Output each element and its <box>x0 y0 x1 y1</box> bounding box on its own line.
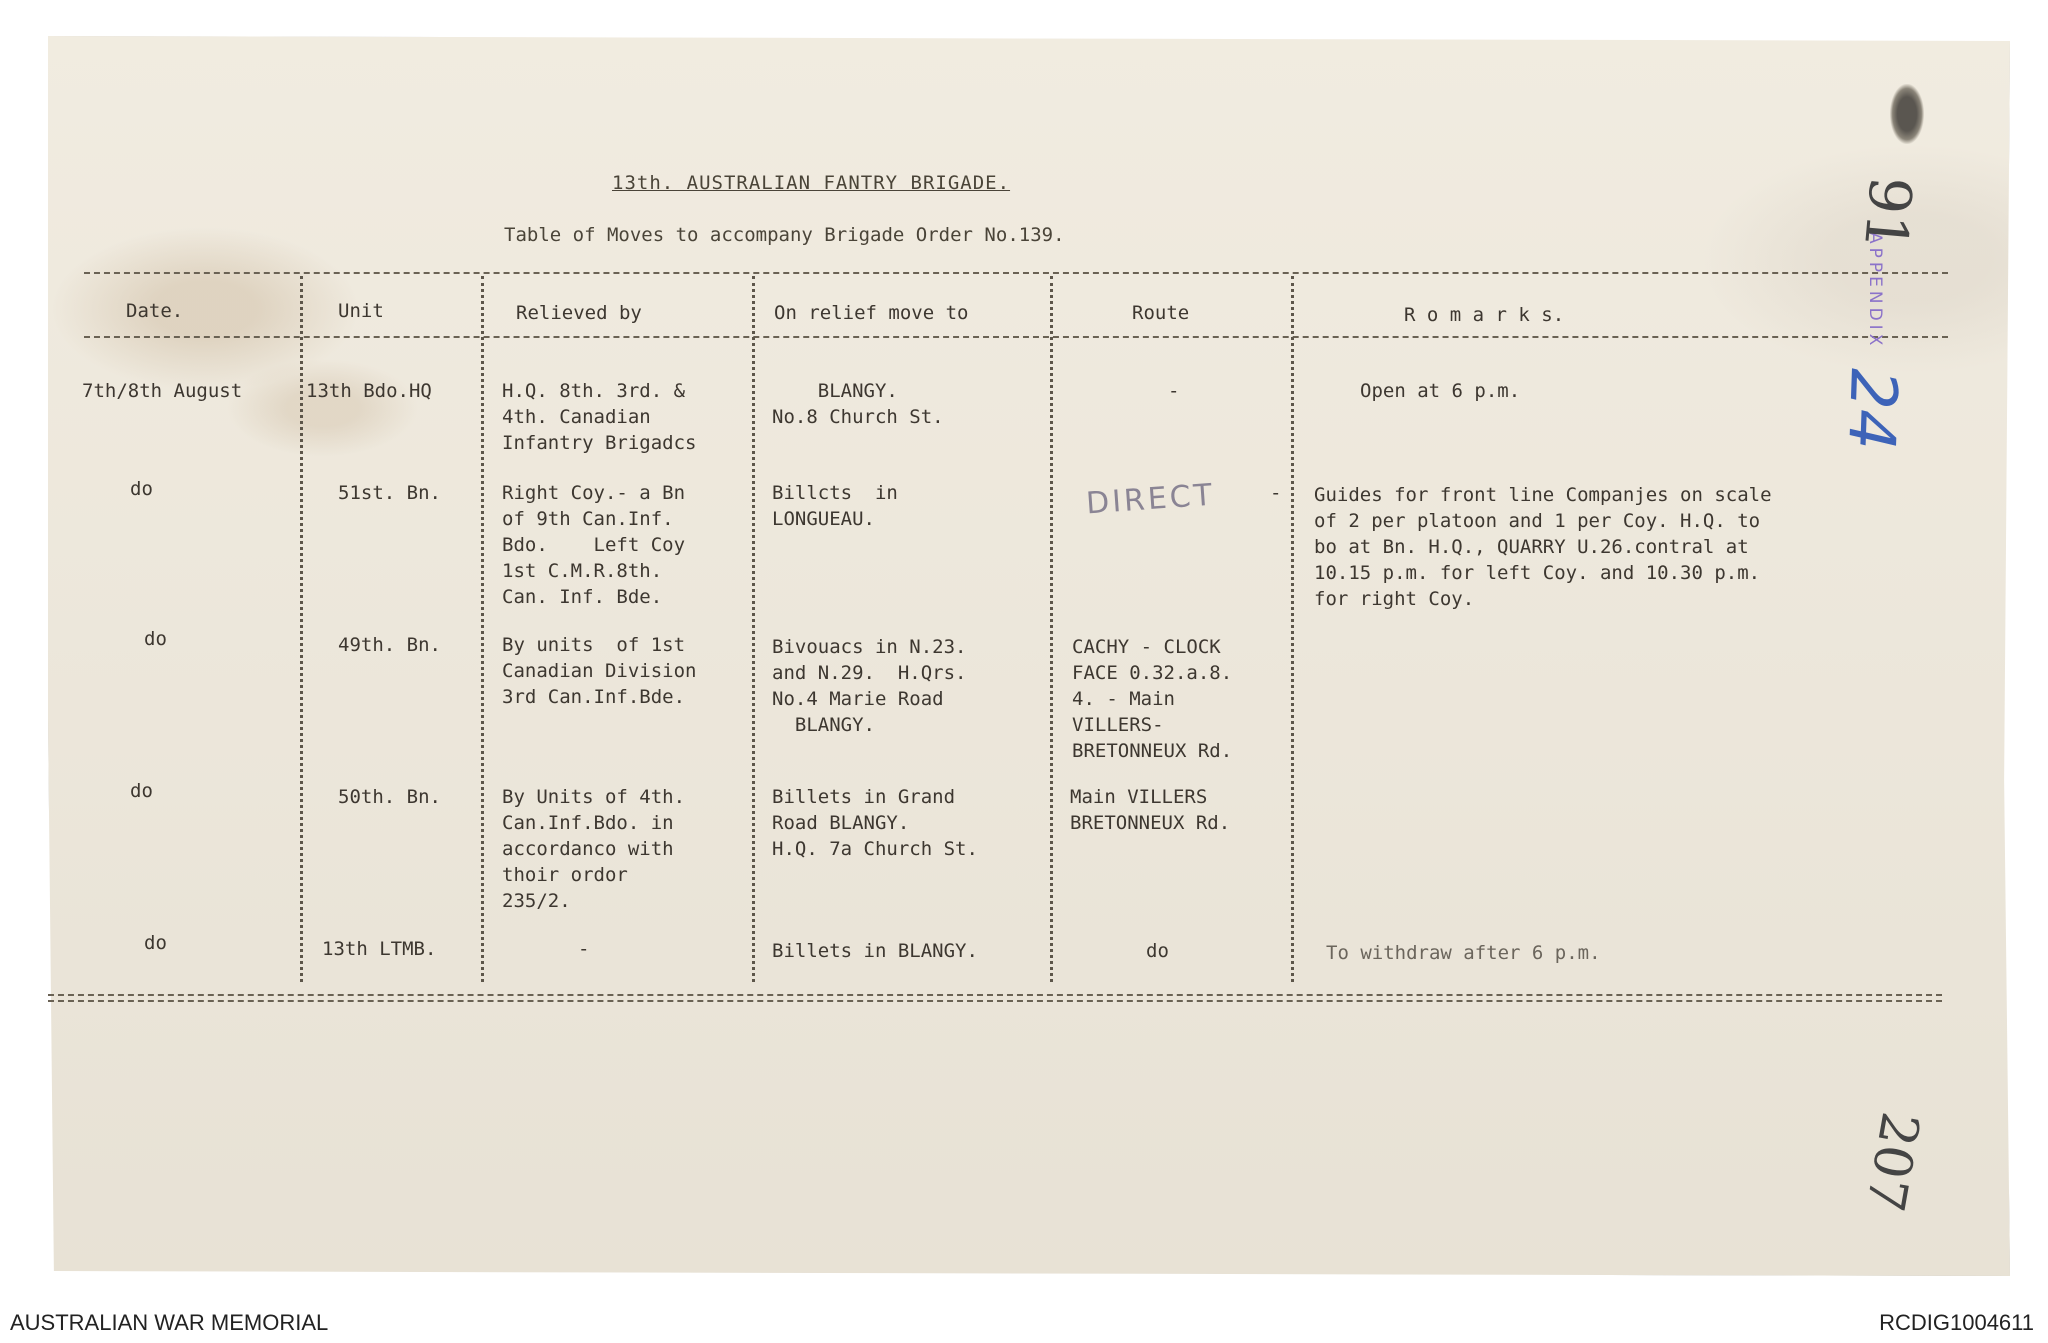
table-cell-move-to: Billcts in LONGUEAU. <box>772 482 898 530</box>
table-cell-route: do <box>1146 940 1169 962</box>
table-cell-move-to: Bivouacs in N.23. and N.29. H.Qrs. No.4 Marie Road BLANGY. <box>772 636 967 736</box>
folio-number-top: 91 <box>1850 174 1925 254</box>
table-cell-relieved-by: H.Q. 8th. 3rd. & 4th. Canadian Infantry Brigadcs <box>502 380 697 454</box>
header-remarks: R o m a r k s. <box>1404 304 1565 326</box>
appendix-number: 24 <box>1833 367 1910 452</box>
document-title: 13th. AUSTRALIAN FANTRY BRIGADE. <box>612 172 1011 194</box>
header-route: Route <box>1132 302 1190 324</box>
header-move-to: On relief move to <box>774 302 969 324</box>
table-cell-route: Main VILLERS BRETONNEUX Rd. <box>1070 786 1231 834</box>
table-cell-unit: 51st. Bn. <box>338 482 441 504</box>
table-cell-date: do <box>144 628 167 650</box>
table-cell-move-to: Billets in Grand Road BLANGY. H.Q. 7a Church St. <box>772 786 978 860</box>
table-cell-relieved-by: Right Coy.- a Bn of 9th Can.Inf. Bdo. Left Coy 1st C.M.R.8th. Can. Inf. Bde. <box>502 482 686 608</box>
table-cell-route: CACHY - CLOCK FACE 0.32.a.8. 4. - Main VILLERS- BRETONNEUX Rd. <box>1072 636 1233 762</box>
table-cell-remarks: To withdraw after 6 p.m. <box>1326 942 1601 964</box>
column-separator <box>1291 276 1294 982</box>
header-bottom-rule <box>84 336 1948 338</box>
table-bottom-rule <box>48 994 1942 1002</box>
document-subtitle: Table of Moves to accompany Brigade Order No.139. <box>504 224 1065 246</box>
table-cell-remarks: Guides for front line Companjes on scale of 2 per platoon and 1 per Coy. H.Q. to bo at Bn. H.Q., QUARRY U.26.contral at 10.15 p.m. for left Coy. and 10.30 p.m. for right Coy. <box>1314 484 1772 610</box>
table-cell-unit: 13th Bdo.HQ <box>306 380 432 402</box>
table-cell-move-to: Billets in BLANGY. <box>772 940 978 962</box>
table-cell-relieved-by: By units of 1st Canadian Division 3rd Can.Inf.Bde. <box>502 634 697 708</box>
appendix-stamp: APPENDIX <box>1865 232 1885 350</box>
table-cell-date: 7th/8th August <box>82 380 243 402</box>
table-cell-date: do <box>130 478 153 500</box>
table-cell-date: do <box>130 780 153 802</box>
pencil-annotation-direct: DIRECT <box>1084 477 1217 522</box>
column-separator <box>1050 276 1053 982</box>
column-separator <box>481 276 484 982</box>
header-unit: Unit <box>338 300 384 322</box>
table-cell-relieved-by: - <box>578 938 590 960</box>
table-cell-unit: 49th. Bn. <box>338 634 441 656</box>
table-top-rule <box>84 272 1948 274</box>
table-cell-move-to: BLANGY. No.8 Church St. <box>772 380 944 428</box>
crest-stamp-icon <box>1890 84 1924 144</box>
header-relieved-by: Relieved by <box>516 302 642 324</box>
column-separator <box>300 276 303 982</box>
table-cell-remarks: Open at 6 p.m. <box>1360 380 1521 402</box>
table-cell-relieved-by: By Units of 4th. Can.Inf.Bdo. in accordanco with thoir ordor 235/2. <box>502 786 686 912</box>
footer-record-id: RCDIG1004611 <box>1879 1310 2034 1335</box>
folio-number-bottom: 207 <box>1853 1107 1930 1216</box>
table-cell-unit: 50th. Bn. <box>338 786 441 808</box>
table-cell-route: - <box>1270 482 1282 504</box>
column-separator <box>752 276 755 982</box>
table-cell-unit: 13th LTMB. <box>322 938 437 960</box>
table-cell-date: do <box>144 932 167 954</box>
table-cell-route: - <box>1168 380 1180 402</box>
header-date: Date. <box>126 300 184 322</box>
footer-archive-name: AUSTRALIAN WAR MEMORIAL <box>10 1310 329 1335</box>
